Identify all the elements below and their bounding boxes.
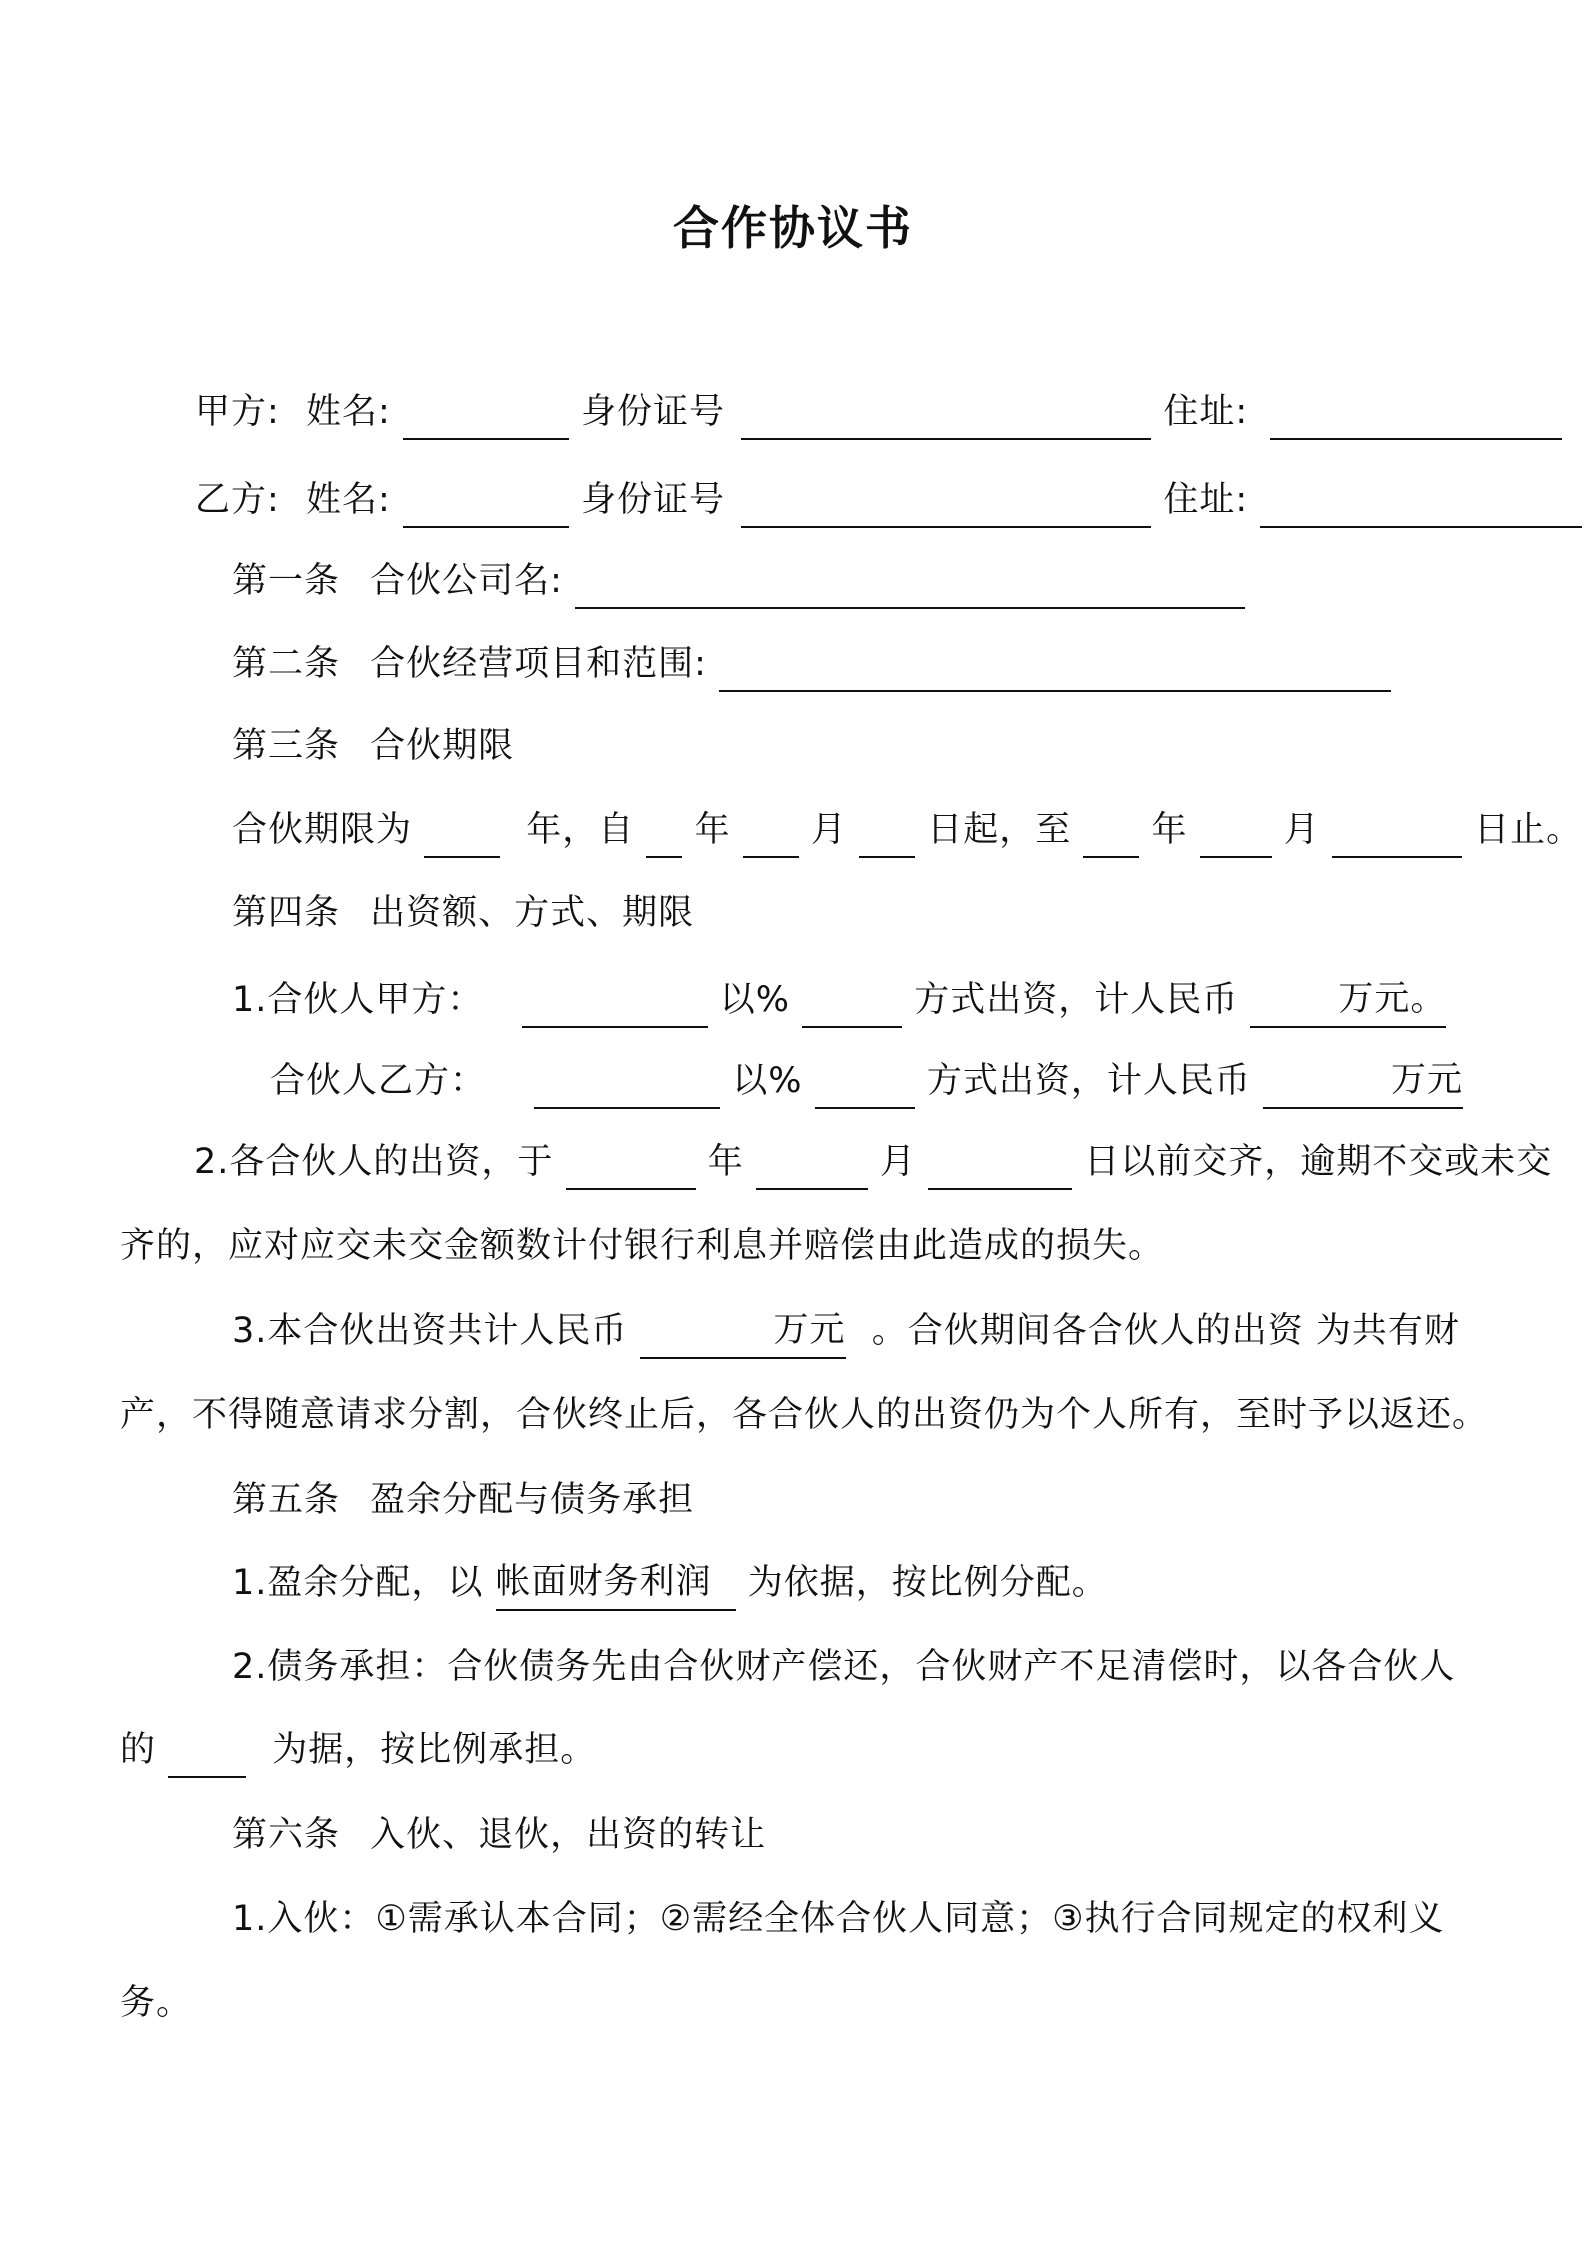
article-4-heading: 第四条	[232, 893, 341, 933]
deadline-text-5: 齐的，应对应交未交金额数计付银行利息并赔偿由此造成的损失。	[120, 1226, 1165, 1266]
article-2-line	[232, 636, 1391, 692]
term-text-7: 月	[1283, 810, 1320, 850]
partner-b-unit: 万元	[1390, 1060, 1463, 1100]
term-text-3: 年	[694, 810, 731, 850]
article-2-heading: 第二条	[232, 644, 341, 684]
deadline-line-2	[120, 1218, 1164, 1274]
admission-line-2	[120, 1975, 192, 2031]
party-b-name-label: 姓名:	[305, 480, 391, 520]
term-text-4: 月	[810, 810, 847, 850]
document-title: 合作协议书	[673, 201, 913, 255]
article-3-heading: 第三条	[232, 726, 341, 766]
company-name-blank[interactable]	[575, 561, 1245, 609]
party-a-id-label: 身份证号	[581, 392, 726, 432]
total-rmb-field[interactable]	[640, 1307, 846, 1359]
party-b-id-label: 身份证号	[581, 480, 726, 520]
end-year-blank[interactable]	[1083, 810, 1139, 858]
article-5-heading: 第五条	[232, 1480, 341, 1520]
party-a-name-label: 姓名:	[305, 392, 391, 432]
deadline-text-3: 月	[879, 1142, 916, 1182]
term-text-6: 年	[1151, 810, 1188, 850]
contribution-a-line	[232, 972, 1446, 1028]
contribution-b-line	[270, 1053, 1463, 1109]
partner-a-label: 1.合伙人甲方：	[232, 980, 484, 1020]
total-text-1: 3.本合伙出资共计人民币	[232, 1311, 628, 1351]
partner-a-method-text: 方式出资，计人民币	[914, 980, 1239, 1020]
total-line-2	[120, 1387, 1488, 1443]
term-years-blank[interactable]	[424, 810, 500, 858]
deadline-text-2: 年	[707, 1142, 744, 1182]
deadline-line-1	[194, 1134, 1552, 1190]
debt-line-1	[232, 1639, 1455, 1695]
deadline-text-1: 2.各合伙人的出资，于	[194, 1142, 554, 1182]
term-text-2: 年，自	[526, 810, 635, 850]
admission-text-1: 1.入伙：①需承认本合同；②需经全体合伙人同意；③执行合同规定的权利义	[232, 1899, 1445, 1939]
debt-text-3: 为据，按比例承担。	[272, 1730, 597, 1770]
profit-line	[232, 1555, 1108, 1611]
party-a-id-blank[interactable]	[741, 392, 1151, 440]
deadline-day-blank[interactable]	[928, 1142, 1072, 1190]
debt-text-1: 2.债务承担：合伙债务先由合伙财产偿还，合伙财产不足清偿时，以各合伙人	[232, 1647, 1456, 1687]
article-1-heading: 第一条	[232, 561, 341, 601]
deadline-year-blank[interactable]	[566, 1142, 696, 1190]
party-b-address-blank[interactable]	[1260, 480, 1582, 528]
article-6-title: 入伙、退伙，出资的转让	[370, 1815, 767, 1855]
debt-basis-blank[interactable]	[168, 1730, 246, 1778]
article-1-text: 合伙公司名:	[370, 561, 563, 601]
article-5-heading-line	[232, 1472, 694, 1528]
article-6-heading-line	[232, 1807, 766, 1863]
article-5-title: 盈余分配与债务承担	[370, 1480, 695, 1520]
deadline-text-4: 日以前交齐，逾期不交或未交	[1084, 1142, 1553, 1182]
term-text-8: 日止。	[1474, 810, 1583, 850]
profit-text-1: 1.盈余分配，以	[232, 1563, 484, 1603]
term-text-5: 日起，至	[927, 810, 1072, 850]
party-a-name-blank[interactable]	[403, 392, 569, 440]
profit-text-2: 为依据，按比例分配。	[747, 1563, 1108, 1603]
business-scope-blank[interactable]	[719, 644, 1391, 692]
party-b-line	[195, 472, 1582, 528]
article-2-text: 合伙经营项目和范围:	[370, 644, 707, 684]
partner-a-method-blank[interactable]	[802, 980, 902, 1028]
term-text-1: 合伙期限为	[232, 810, 413, 850]
partner-b-label: 合伙人乙方：	[270, 1061, 487, 1101]
partner-b-pct: 以%	[732, 1061, 803, 1101]
start-year-blank[interactable]	[646, 810, 682, 858]
article-3-heading-line	[232, 718, 514, 774]
admission-text-2: 务。	[120, 1983, 193, 2023]
total-line-1	[232, 1303, 1460, 1359]
partner-b-amount-blank[interactable]	[534, 1061, 720, 1109]
party-b-address-label: 住址:	[1163, 480, 1249, 520]
debt-line-2	[120, 1722, 596, 1778]
total-text-2: 。合伙期间各合伙人的出资 为共有财	[871, 1311, 1460, 1351]
party-b-label: 乙方:	[195, 480, 280, 520]
partner-a-unit: 万元。	[1338, 979, 1447, 1019]
deadline-month-blank[interactable]	[756, 1142, 868, 1190]
profit-basis-field[interactable]	[496, 1559, 736, 1611]
partner-a-rmb-field[interactable]	[1250, 976, 1446, 1028]
article-4-heading-line	[232, 885, 694, 941]
party-a-line	[195, 384, 1562, 440]
partner-b-rmb-field[interactable]	[1263, 1057, 1463, 1109]
partner-a-pct: 以%	[719, 980, 790, 1020]
end-month-blank[interactable]	[1200, 810, 1272, 858]
article-4-title: 出资额、方式、期限	[370, 893, 695, 933]
admission-line-1	[232, 1891, 1445, 1947]
party-a-address-label: 住址:	[1163, 392, 1249, 432]
party-a-label: 甲方:	[195, 392, 280, 432]
party-a-address-blank[interactable]	[1270, 392, 1562, 440]
profit-basis: 帐面财务利润	[495, 1562, 712, 1602]
term-line	[232, 802, 1582, 858]
party-b-name-blank[interactable]	[403, 480, 569, 528]
start-month-blank[interactable]	[743, 810, 799, 858]
total-text-3: 产，不得随意请求分割，合伙终止后，各合伙人的出资仍为个人所有，至时予以返还。	[120, 1395, 1489, 1435]
partner-b-method-text: 方式出资，计人民币	[926, 1061, 1251, 1101]
article-1-line	[232, 553, 1245, 609]
article-3-title: 合伙期限	[370, 726, 515, 766]
party-b-id-blank[interactable]	[741, 480, 1151, 528]
article-6-heading: 第六条	[232, 1815, 341, 1855]
debt-text-2: 的	[120, 1730, 157, 1770]
end-day-blank[interactable]	[1332, 810, 1462, 858]
start-day-blank[interactable]	[859, 810, 915, 858]
partner-a-amount-blank[interactable]	[522, 980, 708, 1028]
partner-b-method-blank[interactable]	[815, 1061, 915, 1109]
total-unit: 万元	[773, 1310, 846, 1350]
